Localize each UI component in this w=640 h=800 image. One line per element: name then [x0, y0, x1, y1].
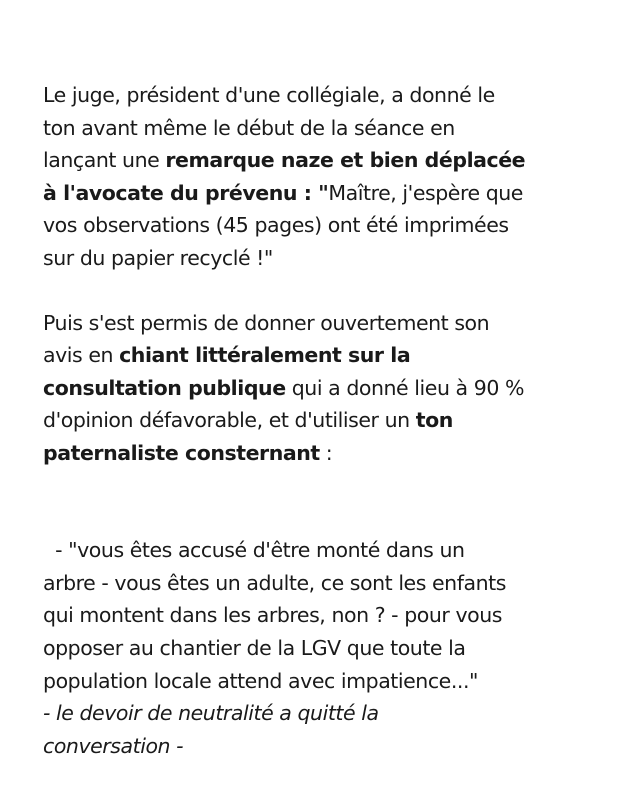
paragraph-quote: [43, 502, 603, 763]
bold-phrase: chiant littéralement sur la: [119, 343, 411, 368]
text-line: paternaliste consternant :: [43, 440, 333, 465]
paragraph-consultation: [43, 307, 603, 470]
text-line: vos observations (45 pages) ont été imprimées: [43, 213, 509, 238]
text-line: qui montent dans les arbres, non ? - pour vous: [43, 603, 502, 628]
text-line: avis en chiant littéralement sur la: [43, 343, 411, 368]
text-line: Puis s'est permis de donner ouvertement son: [43, 310, 490, 335]
post-text: [43, 79, 603, 762]
text-line: Le juge, président d'une collégiale, a donné le: [43, 83, 495, 107]
text-line: sur du papier recyclé !": [43, 245, 273, 270]
italic-line: conversation -: [43, 733, 184, 758]
text-line: à l'avocate du prévenu : "Maître, j'espère que: [43, 180, 523, 205]
italic-line: - le devoir de neutralité a quitté la: [43, 701, 379, 726]
text-line: - "vous êtes accusé d'être monté dans un: [43, 538, 465, 563]
text-line: population locale attend avec impatience...": [43, 668, 479, 693]
text-line: ton avant même le début de la séance en: [43, 115, 455, 140]
paragraph-judge-remark: [43, 79, 603, 275]
bold-phrase: remarque naze et bien déplacée: [165, 148, 526, 173]
text-line: lançant une remarque naze et bien déplacée: [43, 148, 526, 173]
bold-phrase: à l'avocate du prévenu : ": [43, 180, 329, 205]
text-line: consultation publique qui a donné lieu à 90 %: [43, 375, 525, 400]
text-line: d'opinion défavorable, et d'utiliser un ton: [43, 408, 453, 433]
bold-phrase: consultation publique: [43, 375, 286, 400]
paragraph-spacer: [43, 275, 603, 307]
bold-phrase: paternaliste consternant: [43, 440, 320, 465]
text-line: opposer au chantier de la LGV que toute la: [43, 635, 466, 660]
text-line: arbre - vous êtes un adulte, ce sont les enfants: [43, 570, 506, 595]
bold-phrase: ton: [415, 408, 453, 433]
paragraph-spacer: [43, 470, 603, 502]
